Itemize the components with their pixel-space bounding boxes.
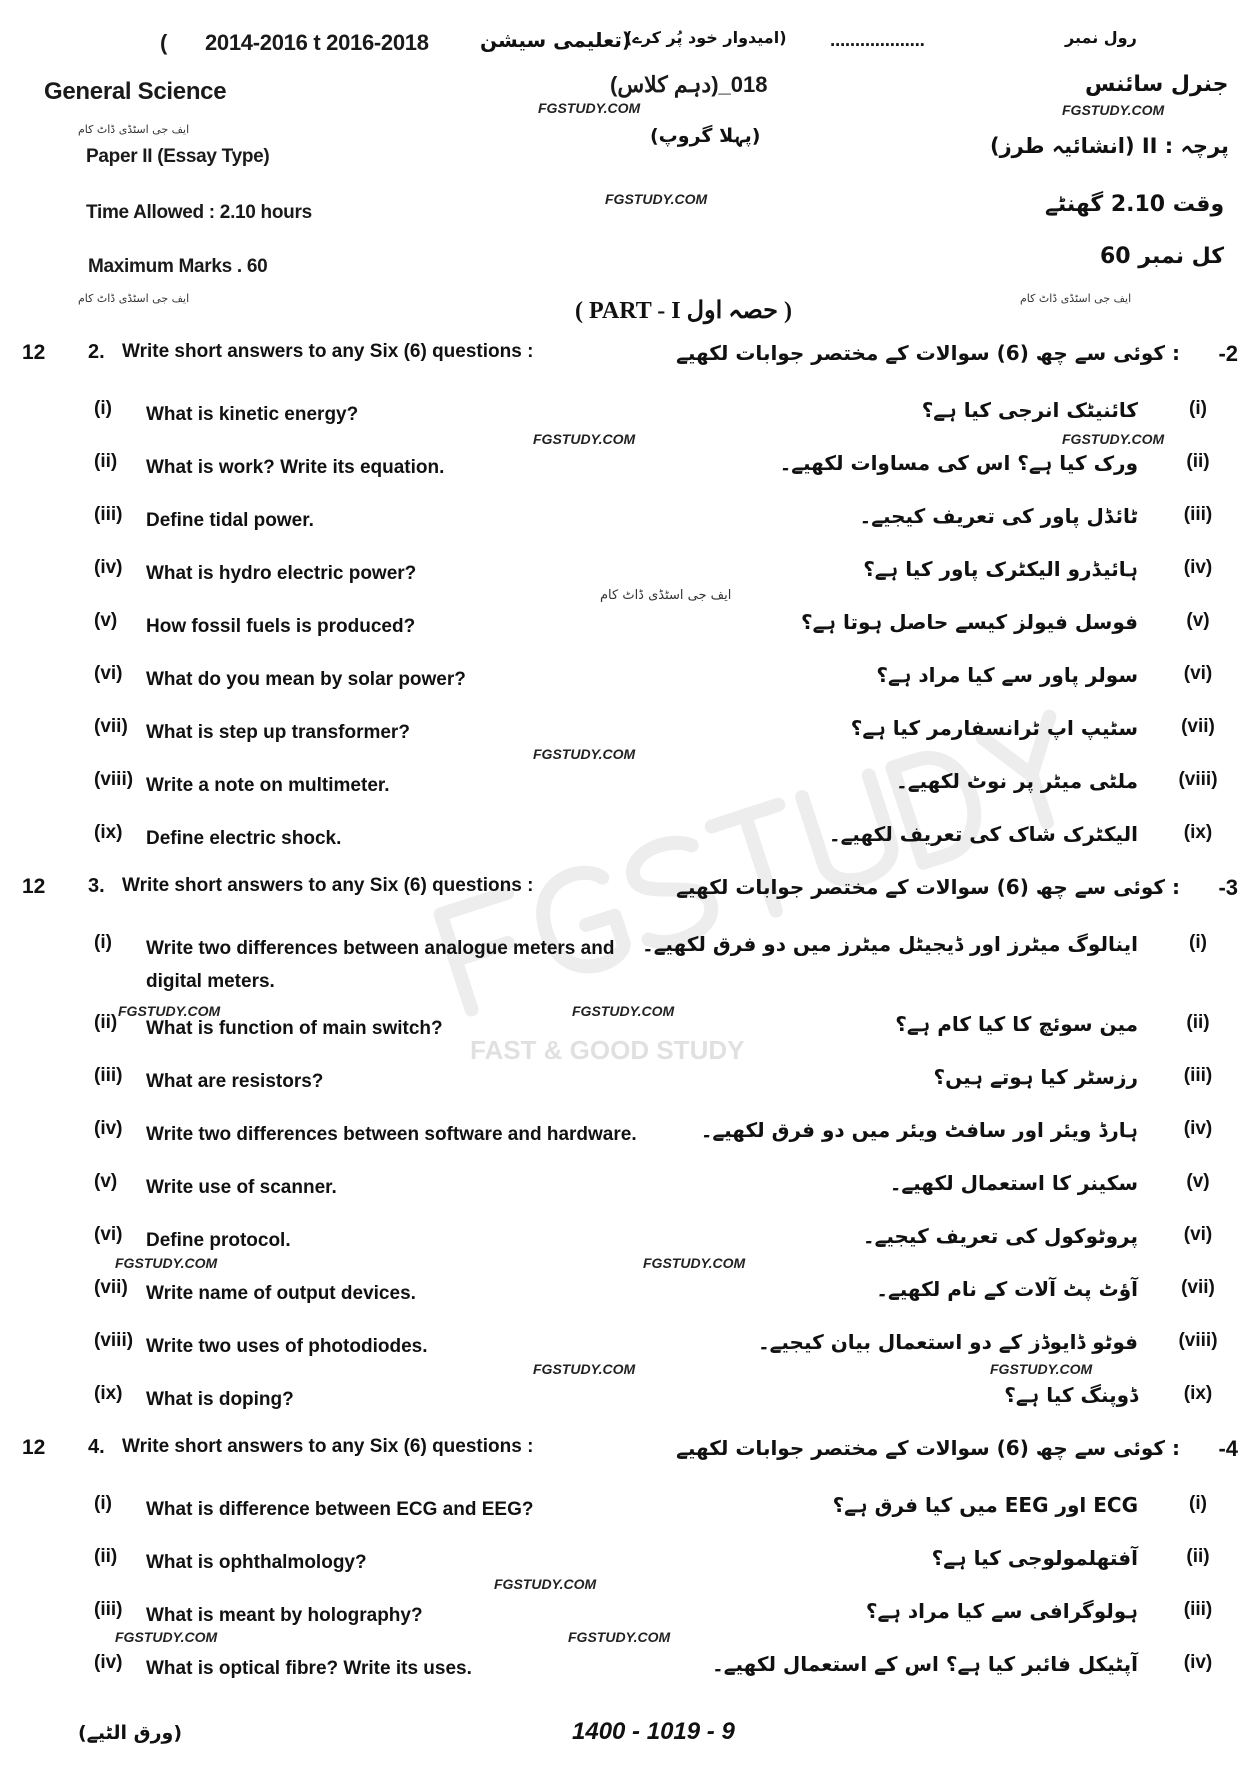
watermark-site: FGSTUDY.COM bbox=[572, 1003, 675, 1019]
item-number-urdu: (i) bbox=[1189, 1493, 1207, 1514]
item-number-urdu: (iv) bbox=[1183, 1652, 1213, 1673]
item-text-urdu: ہولوگرافی سے کیا مراد ہے؟ bbox=[865, 1599, 1138, 1623]
watermark-site: FGSTUDY.COM bbox=[643, 1255, 746, 1271]
question-heading bbox=[0, 341, 1250, 398]
item-text-english: What is difference between ECG and EEG? bbox=[146, 1499, 534, 1520]
watermark-site: FGSTUDY.COM bbox=[533, 746, 636, 762]
item-text-urdu: الیکٹرک شاک کی تعریف لکھیے۔ bbox=[828, 822, 1138, 846]
question-heading bbox=[0, 1436, 1250, 1493]
item-number-urdu: (viii) bbox=[1178, 769, 1218, 790]
watermark-site-urdu: ایف جی اسٹڈی ڈاٹ کام bbox=[78, 123, 190, 136]
question-item bbox=[0, 1012, 1250, 1065]
item-text-english: Define protocol. bbox=[146, 1230, 291, 1251]
exam-year: 018_(دہم کلاس) bbox=[610, 72, 768, 97]
session-label: (تعلیمی سیشن bbox=[480, 28, 632, 52]
watermark-site: FGSTUDY.COM bbox=[118, 1003, 221, 1019]
item-number-urdu: (vi) bbox=[1183, 663, 1213, 684]
paper-urdu: پرچہ : II (انشائیہ طرز) bbox=[990, 134, 1229, 158]
question-item bbox=[0, 932, 1250, 1012]
item-text-english: What is meant by holography? bbox=[146, 1605, 423, 1626]
item-number: (iii) bbox=[94, 1065, 123, 1086]
item-text-urdu: سٹیپ اپ ٹرانسفارمر کیا ہے؟ bbox=[850, 716, 1138, 740]
max-marks-english: Maximum Marks . 60 bbox=[88, 256, 268, 277]
question-instruction-urdu: : کوئی سے چھ (6) سوالات کے مختصر جوابات لکھیے bbox=[676, 1436, 1180, 1460]
item-number-urdu: (ix) bbox=[1183, 822, 1213, 843]
item-text-english: What is ophthalmology? bbox=[146, 1552, 367, 1573]
item-number: (ix) bbox=[94, 1383, 123, 1404]
item-text-english: Write a note on multimeter. bbox=[146, 775, 390, 796]
question-item bbox=[0, 769, 1250, 822]
time-allowed-urdu: وقت 2.10 گھنٹے bbox=[1045, 192, 1225, 217]
item-text-urdu: ڈوپنگ کیا ہے؟ bbox=[1004, 1383, 1138, 1407]
watermark-site: FGSTUDY.COM bbox=[115, 1629, 218, 1645]
question-item bbox=[0, 1546, 1250, 1599]
item-number-urdu: (vii) bbox=[1181, 1277, 1215, 1298]
item-number: (iv) bbox=[94, 1652, 123, 1673]
item-number-urdu: (iii) bbox=[1183, 504, 1213, 525]
item-text-english: Write two differences between analogue meters and digital meters. bbox=[146, 938, 615, 992]
item-text-urdu: آؤٹ پٹ آلات کے نام لکھیے۔ bbox=[876, 1277, 1138, 1301]
item-number-urdu: (i) bbox=[1189, 398, 1207, 419]
watermark-site: FGSTUDY.COM bbox=[605, 191, 708, 207]
watermark-site: FGSTUDY.COM bbox=[538, 100, 641, 116]
item-text-urdu: فوسل فیولز کیسے حاصل ہوتا ہے؟ bbox=[800, 610, 1138, 634]
roll-no-label: رول نمبر bbox=[1065, 28, 1137, 47]
question-item bbox=[0, 1118, 1250, 1171]
item-text-urdu: ہارڈ ویئر اور سافٹ ویئر میں دو فرق لکھیے۔ bbox=[700, 1118, 1138, 1142]
question-instruction: Write short answers to any Six (6) questions : bbox=[122, 875, 534, 896]
item-text-english: Write two differences between software and hardware. bbox=[146, 1124, 637, 1145]
watermark-site: FGSTUDY.COM bbox=[990, 1361, 1093, 1377]
item-number: (viii) bbox=[94, 1330, 134, 1351]
item-text-english: What is kinetic energy? bbox=[146, 404, 359, 425]
question-number-urdu: -2 bbox=[1218, 341, 1238, 366]
item-text-urdu: مین سوئچ کا کیا کام ہے؟ bbox=[895, 1012, 1138, 1036]
watermark-site: FGSTUDY.COM bbox=[1062, 102, 1165, 118]
item-text-urdu: سکینر کا استعمال لکھیے۔ bbox=[889, 1171, 1138, 1195]
question-item bbox=[0, 1652, 1250, 1705]
question-item bbox=[0, 663, 1250, 716]
part-heading: ( PART - I حصہ اول ) bbox=[575, 298, 793, 324]
item-text-urdu: ملٹی میٹر پر نوٹ لکھیے۔ bbox=[896, 769, 1138, 793]
watermark-site: FGSTUDY.COM bbox=[533, 431, 636, 447]
roll-no-dots: ................... bbox=[830, 30, 925, 51]
item-number: (vi) bbox=[94, 1224, 123, 1245]
item-number: (i) bbox=[94, 1493, 112, 1514]
paper-english: Paper II (Essay Type) bbox=[86, 146, 270, 167]
item-text-urdu: سولر پاور سے کیا مراد ہے؟ bbox=[876, 663, 1138, 687]
question-instruction: Write short answers to any Six (6) questions : bbox=[122, 1436, 534, 1457]
question-instruction-urdu: : کوئی سے چھ (6) سوالات کے مختصر جوابات لکھیے bbox=[676, 341, 1180, 365]
item-text-urdu: فوٹو ڈایوڈز کے دو استعمال بیان کیجیے۔ bbox=[757, 1330, 1138, 1354]
question-instruction: Write short answers to any Six (6) questions : bbox=[122, 341, 534, 362]
watermark-site: FGSTUDY.COM bbox=[568, 1629, 671, 1645]
item-number: (ix) bbox=[94, 822, 123, 843]
questions-section bbox=[0, 341, 1250, 1705]
question-marks: 12 bbox=[22, 1436, 46, 1459]
item-text-urdu: ورک کیا ہے؟ اس کی مساوات لکھیے۔ bbox=[779, 451, 1138, 475]
item-text-english: What are resistors? bbox=[146, 1071, 324, 1092]
watermark-site-urdu: ایف جی اسٹڈی ڈاٹ کام bbox=[1020, 292, 1132, 305]
item-text-urdu: پروٹوکول کی تعریف کیجیے۔ bbox=[862, 1224, 1138, 1248]
item-number-urdu: (iv) bbox=[1183, 1118, 1213, 1139]
item-number-urdu: (ix) bbox=[1183, 1383, 1213, 1404]
item-text-urdu: کائنیٹک انرجی کیا ہے؟ bbox=[921, 398, 1138, 422]
item-text-english: Write two uses of photodiodes. bbox=[146, 1336, 428, 1357]
item-text-english: What is doping? bbox=[146, 1389, 294, 1410]
item-number-urdu: (ii) bbox=[1186, 451, 1210, 472]
item-text-urdu: رزسٹر کیا ہوتے ہیں؟ bbox=[933, 1065, 1138, 1089]
item-number: (iv) bbox=[94, 557, 123, 578]
question-marks: 12 bbox=[22, 341, 46, 364]
item-text-urdu: ٹائڈل پاور کی تعریف کیجیے۔ bbox=[859, 504, 1138, 528]
item-number-urdu: (iii) bbox=[1183, 1065, 1213, 1086]
item-number: (iv) bbox=[94, 1118, 123, 1139]
item-text-urdu: ECG اور EEG میں کیا فرق ہے؟ bbox=[832, 1493, 1138, 1517]
watermark-site-urdu: ایف جی اسٹڈی ڈاٹ کام bbox=[600, 588, 732, 603]
item-number-urdu: (vii) bbox=[1181, 716, 1215, 737]
item-number: (ii) bbox=[94, 1012, 118, 1033]
item-number-urdu: (ii) bbox=[1186, 1546, 1210, 1567]
question-number-urdu: -3 bbox=[1218, 875, 1238, 900]
item-text-english: What is step up transformer? bbox=[146, 722, 410, 743]
question-item bbox=[0, 1277, 1250, 1330]
item-number-urdu: (iii) bbox=[1183, 1599, 1213, 1620]
watermark-tagline: FAST & GOOD STUDY bbox=[470, 1035, 745, 1065]
item-text-urdu: آفتھلمولوجی کیا ہے؟ bbox=[931, 1546, 1138, 1570]
watermark-site-urdu: ایف جی اسٹڈی ڈاٹ کام bbox=[78, 292, 190, 305]
turn-over-note: (ورق الٹیے) bbox=[78, 1722, 183, 1744]
time-allowed-english: Time Allowed : 2.10 hours bbox=[86, 202, 312, 223]
item-number: (v) bbox=[94, 610, 118, 631]
candidate-note: (امیدوار خود پُر کرے) bbox=[625, 28, 787, 47]
item-text-urdu: ہائیڈرو الیکٹرک پاور کیا ہے؟ bbox=[863, 557, 1138, 581]
question-heading bbox=[0, 875, 1250, 932]
item-text-english: What do you mean by solar power? bbox=[146, 669, 466, 690]
item-text-english: What is function of main switch? bbox=[146, 1018, 443, 1039]
item-number-urdu: (viii) bbox=[1178, 1330, 1218, 1351]
question-number: 2. bbox=[88, 341, 105, 363]
question-item bbox=[0, 1493, 1250, 1546]
item-number: (i) bbox=[94, 398, 112, 419]
item-text-english: Define electric shock. bbox=[146, 828, 342, 849]
item-number: (ii) bbox=[94, 1546, 118, 1567]
question-item bbox=[0, 1171, 1250, 1224]
group-label: (پہلا گروپ) bbox=[650, 125, 761, 147]
item-number-urdu: (v) bbox=[1186, 1171, 1210, 1192]
item-number: (iii) bbox=[94, 1599, 123, 1620]
item-text-english: How fossil fuels is produced? bbox=[146, 616, 416, 637]
question-number-urdu: -4 bbox=[1218, 1436, 1238, 1461]
item-number: (viii) bbox=[94, 769, 134, 790]
item-number: (iii) bbox=[94, 504, 123, 525]
item-text-english: What is optical fibre? Write its uses. bbox=[146, 1658, 472, 1679]
watermark-site: FGSTUDY.COM bbox=[1062, 431, 1165, 447]
question-marks: 12 bbox=[22, 875, 46, 898]
subject-urdu: جنرل سائنس bbox=[1085, 72, 1229, 97]
item-text-english: What is hydro electric power? bbox=[146, 563, 417, 584]
question-item bbox=[0, 610, 1250, 663]
question-number: 4. bbox=[88, 1436, 105, 1458]
item-number: (vii) bbox=[94, 1277, 128, 1298]
item-text-english: Write name of output devices. bbox=[146, 1283, 416, 1304]
item-number: (vii) bbox=[94, 716, 128, 737]
watermark-site: FGSTUDY.COM bbox=[533, 1361, 636, 1377]
item-number-urdu: (vi) bbox=[1183, 1224, 1213, 1245]
watermark-site: FGSTUDY.COM bbox=[494, 1576, 597, 1592]
item-number-urdu: (i) bbox=[1189, 932, 1207, 953]
item-text-urdu: آپٹیکل فائبر کیا ہے؟ اس کے استعمال لکھیے۔ bbox=[712, 1652, 1138, 1676]
item-number-urdu: (v) bbox=[1186, 610, 1210, 631]
question-item bbox=[0, 504, 1250, 557]
item-text-english: Define tidal power. bbox=[146, 510, 314, 531]
question-instruction-urdu: : کوئی سے چھ (6) سوالات کے مختصر جوابات لکھیے bbox=[676, 875, 1180, 899]
question-number: 3. bbox=[88, 875, 105, 897]
item-number: (i) bbox=[94, 932, 112, 953]
max-marks-urdu: کل نمبر 60 bbox=[1100, 244, 1225, 269]
item-text-english: Write use of scanner. bbox=[146, 1177, 337, 1198]
item-number-urdu: (ii) bbox=[1186, 1012, 1210, 1033]
item-text-english: What is work? Write its equation. bbox=[146, 457, 445, 478]
paper-code: 9 - 1019 - 1400 bbox=[572, 1718, 735, 1745]
item-number: (v) bbox=[94, 1171, 118, 1192]
item-number: (ii) bbox=[94, 451, 118, 472]
item-text-urdu: اینالوگ میٹرز اور ڈیجیٹل میٹرز میں دو فرق لکھیے۔ bbox=[641, 932, 1138, 956]
session-years: 2014-2016 t 2016-2018 bbox=[205, 30, 429, 55]
subject-english: General Science bbox=[44, 78, 227, 105]
question-item bbox=[0, 1065, 1250, 1118]
header-bracket: ( bbox=[160, 30, 168, 55]
watermark-site: FGSTUDY.COM bbox=[115, 1255, 218, 1271]
question-item bbox=[0, 822, 1250, 875]
question-item bbox=[0, 1383, 1250, 1436]
item-number: (vi) bbox=[94, 663, 123, 684]
item-number-urdu: (iv) bbox=[1183, 557, 1213, 578]
question-item bbox=[0, 451, 1250, 504]
